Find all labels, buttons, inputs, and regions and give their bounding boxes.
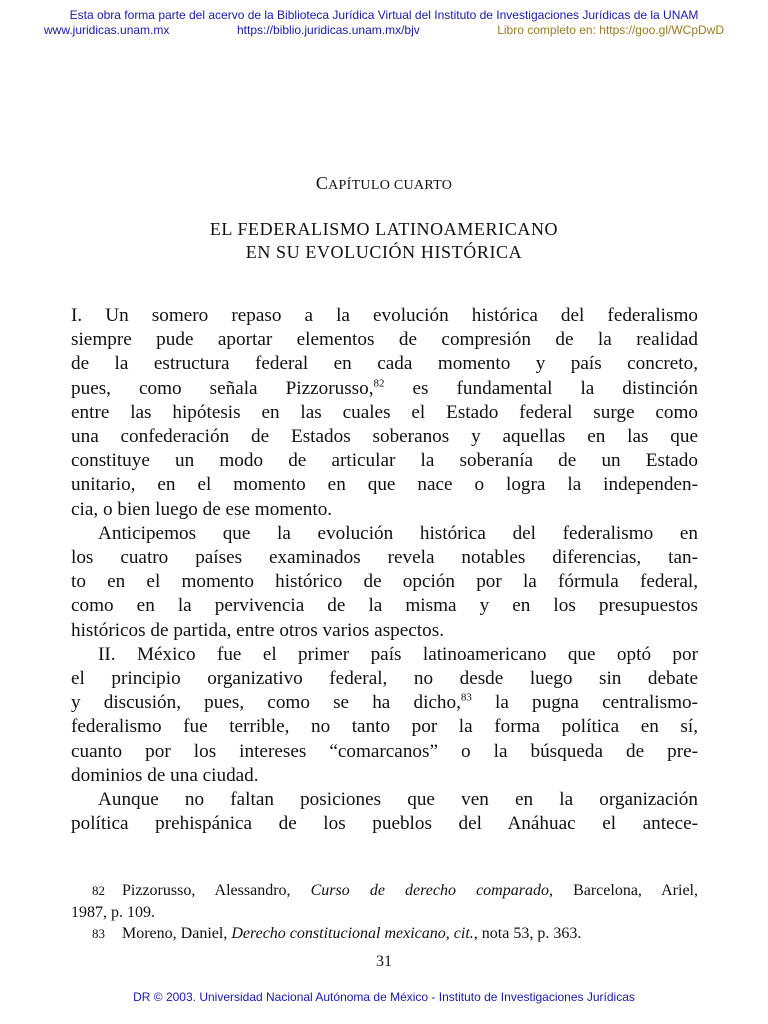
body-line: históricos de partida, entre otros varios aspectos. [71,619,444,641]
chapter-heading [0,173,768,194]
footnote-number: 83 [92,926,105,941]
footnote-text: , Barcelona, Ariel, [548,882,699,899]
body-line: II. México fue el primer país latinoamericano que optó por [98,643,698,665]
body-text-fragment: pues, como señala Pizzorusso, [71,377,374,399]
body-text-fragment: la pugna centralismo- [471,692,698,714]
footnote-text: , nota 53, p. 363. [473,925,582,942]
footnote-ref-82[interactable]: 82 [373,377,385,390]
body-line: cuanto por los intereses “comarcanos” o la búsqueda de pre- [71,740,698,762]
body-line: constituye un modo de articular la soberanía de un Estado [71,450,698,472]
full-book-link[interactable]: Libro completo en: https://goo.gl/WCpDwD [497,23,724,37]
title-line-2: EN SU EVOLUCIÓN HISTÓRICA [245,242,523,262]
chapter-initial: C [315,173,329,193]
body-line [71,691,698,715]
footnote-ref-83[interactable]: 83 [460,691,472,704]
body-line: como en la pervivencia de la misma y en los presupuestos [71,595,698,617]
title-line-1: EL FEDERALISMO LATINOAMERICANO [209,219,559,239]
header-notice: Esta obra forma parte del acervo de la Biblioteca Jurídica Virtual del Instituto de Investigaciones Jurídicas de la UNAM [69,8,699,22]
footnote-text: , [445,925,454,942]
body-line: el principio organizativo federal, no desde luego sin debate [71,668,698,690]
body-line: los cuatro países examinados revela notables diferencias, tan- [71,547,698,569]
body-line: dominios de una ciudad. [71,764,259,786]
footnote-number: 82 [92,883,105,898]
body-text [71,304,698,836]
footnotes [71,880,698,945]
page-number: 31 [376,953,392,970]
footnote-83 [71,923,698,945]
body-line: to en el momento histórico de opción por la fórmula federal, [71,571,698,593]
footnote-82-continuation: 1987, p. 109. [71,903,155,921]
body-line: Anticipemos que la evolución histórica del federalismo en [98,522,698,544]
footnote-cit: cit. [453,925,474,942]
body-line: federalismo fue terrible, no tanto por la forma política en sí, [71,716,698,738]
footnote-book-title: Derecho constitucional mexicano [231,925,446,942]
footnote-text: Pizzorusso, Alessandro, [122,882,311,899]
body-line: entre las hipótesis en las cuales el Estado federal surge como [71,401,698,423]
body-line: siempre pude aportar elementos de compresión de la realidad [71,329,698,351]
body-text-fragment: es fundamental la distinción [384,377,698,399]
body-line [71,377,698,401]
body-line: de la estructura federal en cada momento y país concreto, [71,353,698,375]
body-line: unitario, en el momento en que nace o logra la independen- [71,474,698,496]
site-link[interactable]: www.juridicas.unam.mx [44,23,170,37]
biblio-link[interactable]: https://biblio.juridicas.unam.mx/bjv [237,23,420,37]
copyright-footer: DR © 2003. Universidad Nacional Autónoma de México - Instituto de Investigaciones Jurídicas [133,990,635,1004]
body-line: I. Un somero repaso a la evolución histórica del federalismo [71,305,698,326]
body-line: cia, o bien luego de ese momento. [71,498,333,520]
footnote-book-title: Curso de derecho comparado [310,882,549,899]
body-line: una confederación de Estados soberanos y aquellas en las que [71,426,698,448]
body-text-fragment: y discusión, pues, como se ha dicho, [71,692,461,714]
chapter-rest: APÍTULO CUARTO [328,178,453,193]
body-line: política prehispánica de los pueblos del Anáhuac el antece- [71,813,698,835]
chapter-title [0,218,768,264]
body-line: Aunque no faltan posiciones que ven en la organización [98,789,698,811]
footnote-text: Moreno, Daniel, [122,925,232,942]
footnote-82 [71,880,698,902]
